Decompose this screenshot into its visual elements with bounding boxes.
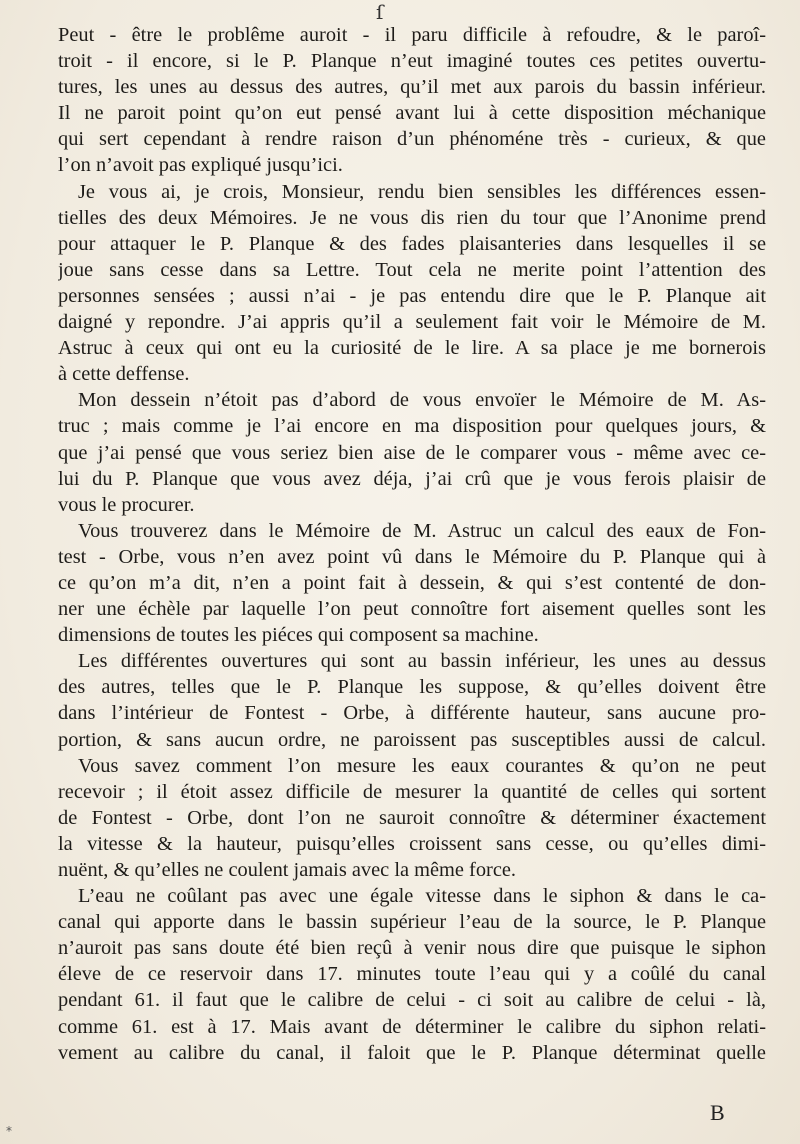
text-line: vous le procurer. xyxy=(58,493,195,516)
text-line: L’eau ne coûlant pas avec une égale vitesse dans le siphon & dans le ca- xyxy=(78,885,766,908)
text-line: dans l’intérieur de Fontest - Orbe, à différente hauteur, sans aucune pro- xyxy=(58,702,766,725)
text-line: ce qu’on m’a dit, n’en a point fait à dessein, & qui s’est contenté de don- xyxy=(58,571,766,594)
margin-mark: * xyxy=(6,1124,12,1138)
text-line: Je vous ai, je crois, Monsieur, rendu bien sensibles les différences essen- xyxy=(78,180,766,203)
text-line: la vitesse & la hauteur, puisqu’elles croissent sans cesse, ou qu’elles dimi- xyxy=(58,832,766,855)
text-line: test - Orbe, vous n’en avez point vû dans le Mémoire du P. Planque qui à xyxy=(58,545,766,568)
text-line: Astruc à ceux qui ont eu la curiosité de le lire. A sa place je me bornerois xyxy=(58,337,766,360)
text-line: dimensions de toutes les piéces qui composent sa machine. xyxy=(58,624,539,647)
text-line: vement au calibre du canal, il faloit que le P. Planque déterminat quelle xyxy=(58,1041,766,1064)
text-line: truc ; mais comme je l’ai encore en ma disposition pour quelques jours, & xyxy=(58,415,766,438)
text-line: comme 61. est à 17. Mais avant de déterminer le calibre du siphon relati- xyxy=(58,1015,766,1038)
text-line: nuënt, & qu’elles ne coulent jamais avec la même force. xyxy=(58,859,517,881)
text-line: Les différentes ouvertures qui sont au bassin inférieur, les unes au dessus xyxy=(78,650,766,673)
text-line: pendant 61. il faut que le calibre de celui - ci soit au calibre de celui - là, xyxy=(58,989,766,1012)
text-line: des autres, telles que le P. Planque les suppose, & qu’elles doivent être xyxy=(58,676,766,699)
text-line: portion, & sans aucun ordre, ne paroissent pas susceptibles aussi de calcul. xyxy=(58,728,766,751)
page-top-mark: ſ xyxy=(376,0,384,24)
text-line: lui du P. Planque que vous avez déja, j’ai crû que je vous ferois plaisir de xyxy=(58,467,766,490)
text-line: tures, les unes au dessus des autres, qu’il met aux parois du bassin inférieur. xyxy=(58,76,766,99)
body-text xyxy=(58,22,766,1066)
text-line: daigné y repondre. J’ai appris qu’il a seulement fait voir le Mémoire de M. xyxy=(58,311,766,334)
text-line: canal qui apporte dans le bassin supérieur l’eau de la source, le P. Planque xyxy=(58,911,766,934)
signature-mark: B xyxy=(710,1100,725,1125)
text-line: ner une échèle par laquelle l’on peut connoître fort aisement quelles sont les xyxy=(58,598,766,621)
text-line: Mon dessein n’étoit pas d’abord de vous envoïer le Mémoire de M. As- xyxy=(78,389,766,412)
text-line: pour attaquer le P. Planque & des fades plaisanteries dans lesquelles il se xyxy=(58,232,766,255)
text-line: éleve de ce reservoir dans 17. minutes toute l’eau qui y a coûlé du canal xyxy=(58,963,766,986)
text-line: Vous trouverez dans le Mémoire de M. Astruc un calcul des eaux de Fon- xyxy=(78,519,766,542)
text-line: l’on n’avoit pas expliqué jusqu’ici. xyxy=(58,154,343,177)
text-line: tielles des deux Mémoires. Je ne vous dis rien du tour que l’Anonime prend xyxy=(58,206,766,229)
text-line: recevoir ; il étoit assez difficile de mesurer la quantité de celles qui sortent xyxy=(58,780,766,803)
text-line: Il ne paroit point qu’on eut pensé avant lui à cette disposition méchanique xyxy=(58,102,766,125)
text-line: que j’ai pensé que vous seriez bien aise de le comparer vous - même avec ce- xyxy=(58,441,766,464)
text-line: Vous savez comment l’on mesure les eaux courantes & qu’on ne peut xyxy=(78,754,766,777)
text-line: personnes sensées ; aussi n’ai - je pas entendu dire que le P. Planque ait xyxy=(58,284,766,307)
text-line: joue sans cesse dans sa Lettre. Tout cela ne merite point l’attention des xyxy=(58,258,766,281)
text-line: à cette deffense. xyxy=(58,363,190,386)
text-line: troit - il encore, si le P. Planque n’eut imaginé toutes ces petites ouvertu- xyxy=(58,50,766,73)
text-line: de Fontest - Orbe, dont l’on ne sauroit connoître & déterminer éxactement xyxy=(58,806,766,829)
text-line: n’auroit pas sans doute été bien reçû à venir nous dire que puisque le siphon xyxy=(58,937,766,960)
text-line: qui sert cependant à rendre raison d’un phénoméne très - curieux, & que xyxy=(58,128,766,151)
text-line: Peut - être le problême auroit - il paru difficile à refoudre, & le paroî- xyxy=(58,24,766,46)
